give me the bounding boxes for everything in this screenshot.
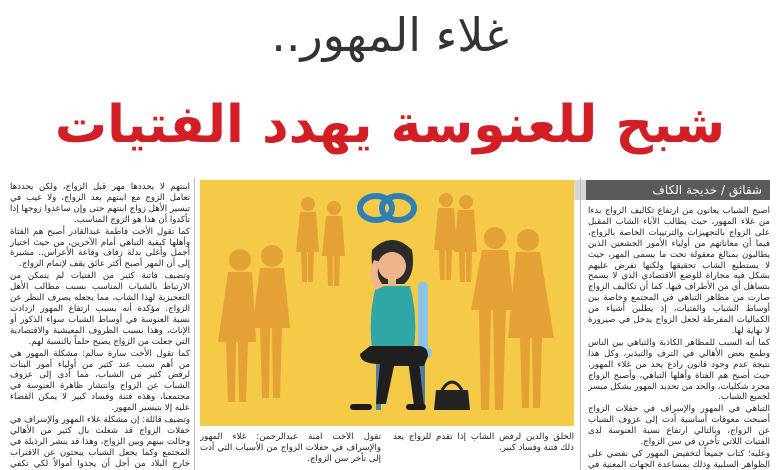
paragraph: وتضيف قائلة: إن مشكلة غلاء المهور والإسراف في حفلات الزواج قد شغلت بال كثير من الأهالي وحالت بينهم وبين الزواج، وهذا قد ينشر الرذيلة في المجتمع وكما يجعل الشباب يبحثون عن الاقتراب خارج البلاد من أجل أن يجدوا أموالاً لكي تكفي [10, 415, 190, 469]
article-column-left [10, 182, 190, 470]
column-divider [580, 178, 581, 470]
byline [586, 180, 770, 200]
article-illustration [200, 180, 574, 426]
column-divider [194, 178, 195, 470]
article-column-bottom [200, 432, 574, 470]
byline-tab-decoration [572, 180, 586, 200]
paragraph: أصبح الشباب يعانون من ارتفاع تكاليف الزواج بدءاً من غلاء المهور، حيث يطالب الآباء الشاب المقبل على الزواج بالتجهيزات والترتيبات الخاصة بالزواج، فيما أن معاناتهم من أولياء الأمور الجشعين الذين يطالبون بمبالغ معقولة تحت ما يسمى المهر، حيث لا يستطيع الشاب تحقيقها ولكنها تفرض عليهم بشكل فيه مجاراة للوضع الاقتصادي الذي لا يسمح بتساهل أي من الأطراف فيها. كما أن تكاليف الزواج صارت من مظاهر التباهي في المجتمع وخاصة بين أوساط الشباب والفتيات، إذ يطلبن أشياء من الكماليات المفرطة لجعل الزواج يدخل في صيرورة لا نهاية لها. [588, 206, 770, 336]
article-column-right [588, 206, 770, 470]
paragraph: كما تقول الأخت فاطمة عبدالقادر أصبح هم الفتاة وأهلها كيفية التباهي أمام الآخرين، من حيث اختيار أجمل وأغلى بدلة زفاف وقاعة الأعراس.. مشيرة إلى أن المهر أصبح أكثر عائق يقف لإتمام الزواج. [10, 226, 190, 270]
paragraph: كما تقول الأخت سارة سالم: مشكلة المهور هي من أهم سبب عند كثير من أولياء أمور البنات لرفض كثير من الشباب، مما أدى إلى عزوف الشباب عن الزواج وانتشار ظاهرة العنوسة في مجتمعنا، وهذه فتنة وفساد كبير لا يمكن القضاء عليه إلا بتيسير المهور. [10, 348, 190, 414]
byline-text: شقائق / خديجة الكاف [652, 183, 762, 197]
paragraph: وتضيف فاتنة كثير من الفتيات لم يتمكن من الارتباط بالشباب المناسب بسبب مطالب الأهل التعجيزية لهذا الشاب، مما يجعله يصرف النظر عن الزواج. مؤكدة أنه بسبب ارتفاع المهور ازدادت نسبة العنوسة في أوساط الشباب سواء الذكور أو الإناث، وهذا بسبب الظروف المعيشية والاقتصادية التي جعلت من الزواج يصبح حلماً بالنسبة لهم. [10, 271, 190, 347]
paragraph: الخلق والدين لرفض الشاب إذا تقدم للزواج يعد ذلك فتنة وفساد كبير. [393, 432, 574, 453]
headline-subtitle: شبح للعنوسة يهدد الفتيات [54, 95, 726, 155]
paragraph: ابنتهم لا يحددها مهر قبل الزواج، ولكن يحددها تعامل الزوج مع ابنتهم بعد الزواج، ولا عيب في تيسير الأهل زواج ابنتهم حتى وإن ساعدوا زوجها إذا تأكدوا أن هذا هو الزوج المناسب. [10, 182, 190, 225]
illustration-svg [200, 180, 574, 426]
paragraph: كما أنه السبب للمظاهر الكاذبة والتباهي بين الناس وطمع بعض الأهالي في الترف والتبذير، وكل هذا نتيجة عدم وجود قانون رادع يحد من غلاء المهور، حيث أصبح هم الفتاة وأهلها التباهي، وأصبح الزواج مجرد شكليات، والحد من تحديد المهور بشكل ميسر لجميع الشباب. [588, 337, 770, 403]
paragraph: وعليه؛ كتاب جميعاً لتخفيض المهور كي نقضي على الظواهر السلبية وذلك بمساعدة الجهات المعنية في [588, 448, 770, 470]
paragraph: التباهي في المهور والإسراف في حفلات الزواج أصبحت معوقات أساسية أدت إلى عزوف الشباب عن الزواج، وبالتالي ارتفاع نسبة العنوسة لدى الفتيات اللاتي تأخرن في سن الزواج. [588, 404, 770, 448]
paragraph: تقول الأخت آمنة عبدالرحمن: غلاء المهور والإسراف في حفلات الزواج من الأسباب التي أدت إلى تأخر سن الزواج. [200, 432, 381, 464]
headline-title: غلاء المهور.. [271, 8, 509, 62]
